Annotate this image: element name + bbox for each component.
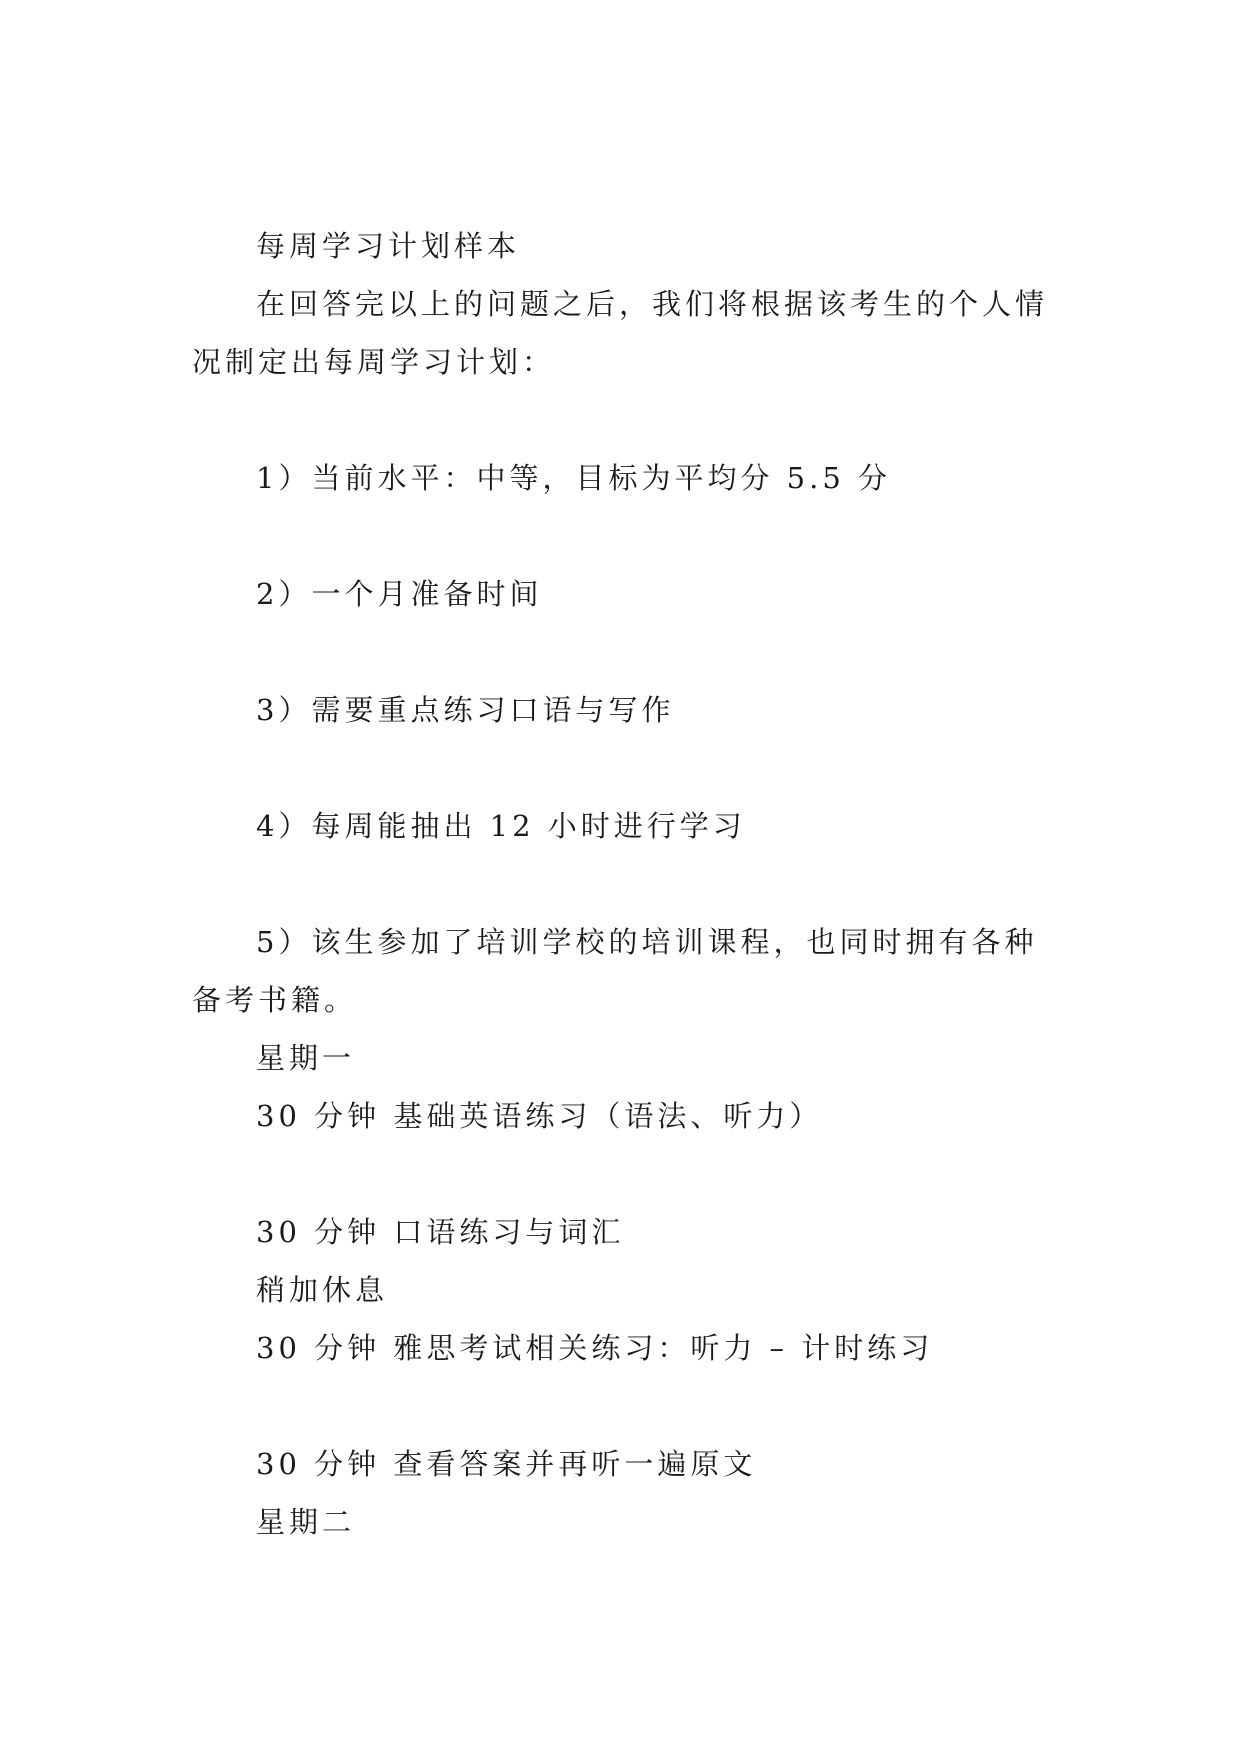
list-item-3: 3）需要重点练习口语与写作	[256, 693, 675, 727]
monday-heading: 星期一	[256, 1041, 356, 1075]
schedule-entry: 30 分钟 雅思考试相关练习：听力 – 计时练习	[256, 1331, 934, 1365]
list-item-5-line-1: 5）该生参加了培训学校的培训课程，也同时拥有各种	[256, 925, 1038, 959]
schedule-entry: 30 分钟 口语练习与词汇	[256, 1215, 625, 1249]
list-item-2: 2）一个月准备时间	[256, 577, 543, 611]
list-item-5-line-2: 备考书籍。	[192, 983, 358, 1017]
schedule-entry: 30 分钟 查看答案并再听一遍原文	[256, 1447, 757, 1481]
intro-line-2: 况制定出每周学习计划：	[192, 345, 556, 379]
schedule-entry-break: 稍加休息	[256, 1273, 389, 1307]
list-item-4: 4）每周能抽出 12 小时进行学习	[256, 809, 746, 843]
tuesday-heading: 星期二	[256, 1505, 356, 1539]
intro-line-1: 在回答完以上的问题之后，我们将根据该考生的个人情	[256, 287, 1049, 321]
list-item-1: 1）当前水平：中等，目标为平均分 5.5 分	[256, 461, 892, 495]
schedule-entry: 30 分钟 基础英语练习（语法、听力）	[256, 1099, 823, 1133]
document-title: 每周学习计划样本	[256, 229, 521, 263]
